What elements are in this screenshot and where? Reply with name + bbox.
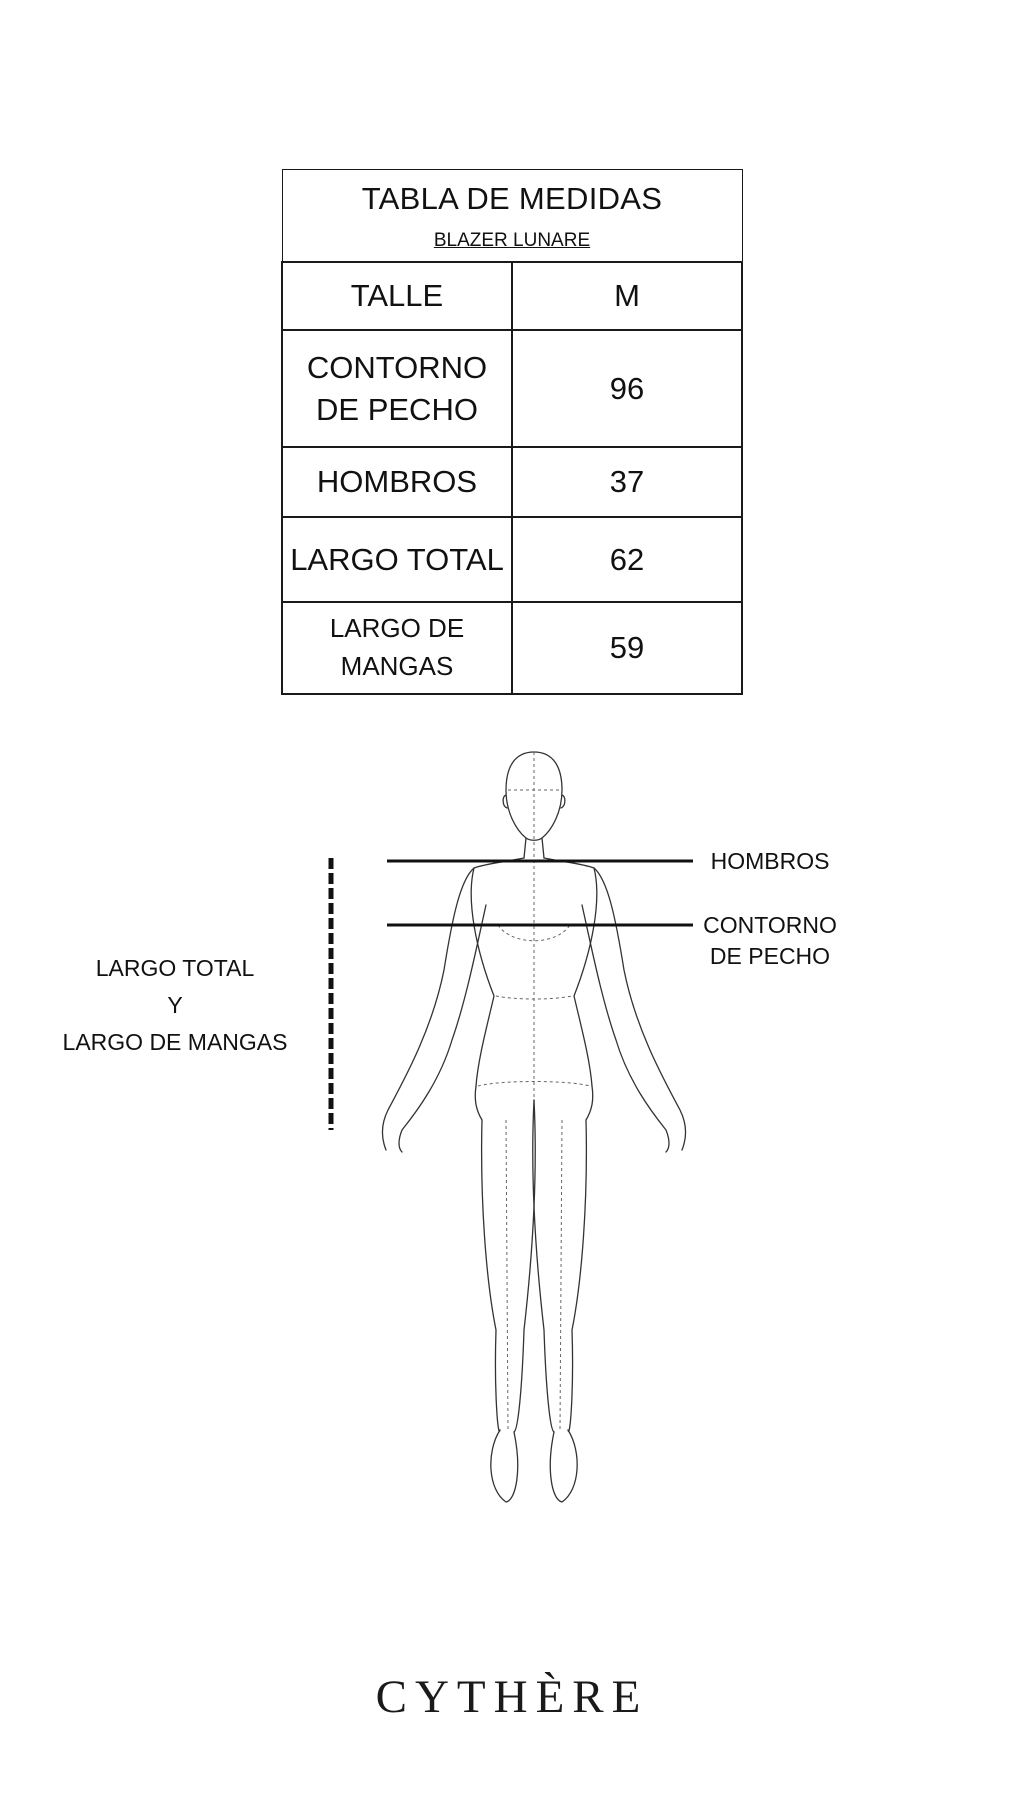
row-value-cell: 62: [512, 517, 742, 602]
shoulder-label-text: HOMBROS: [710, 848, 830, 874]
size-chart-table: [281, 169, 743, 695]
table-title: TABLA DE MEDIDAS: [361, 180, 663, 216]
row-value-cell: 59: [512, 602, 742, 694]
table-title-cell: [282, 170, 742, 263]
table-row: [282, 447, 742, 517]
row-label-line: LARGO DE: [329, 613, 465, 644]
figure-foot-right: [550, 1430, 577, 1502]
row-label-cell: [282, 517, 512, 602]
figure-arm-right: [582, 868, 686, 1152]
row-label-line: MANGAS: [340, 651, 454, 681]
figure-foot-left: [491, 1430, 518, 1502]
table-subtitle: BLAZER LUNARE: [433, 229, 591, 251]
header-label-cell: TALLE: [282, 262, 512, 330]
header-value-cell: M: [512, 262, 742, 330]
row-label-cell: [282, 602, 512, 694]
figure-arm-left: [382, 868, 486, 1152]
table-row: [282, 517, 742, 602]
length-label-line: LARGO TOTAL: [95, 955, 255, 981]
table-row: [282, 330, 742, 447]
chest-label-line: DE PECHO: [709, 943, 831, 970]
table-title-row: [282, 170, 742, 263]
chest-label: [690, 910, 850, 972]
row-label-line: HOMBROS: [316, 464, 478, 500]
row-value-cell: 96: [512, 330, 742, 447]
length-label: [35, 950, 315, 1060]
figure-leg-guide-right: [560, 1120, 562, 1430]
row-label-line: LARGO TOTAL: [290, 541, 504, 577]
row-label-line: DE PECHO: [316, 391, 478, 427]
figure-leg-left: [482, 1100, 536, 1432]
row-label-cell: [282, 447, 512, 517]
figure-waist-guide: [496, 996, 572, 999]
figure-leg-guide-left: [506, 1120, 508, 1430]
chest-label-line: CONTORNO: [703, 912, 837, 938]
row-label-cell: [282, 330, 512, 447]
body-figure-diagram: [0, 740, 1024, 1520]
brand-logo: CYTHÈRE: [375, 1671, 649, 1723]
figure-leg-right: [533, 1100, 587, 1432]
length-label-line: Y: [167, 991, 183, 1018]
length-label-line: LARGO DE MANGAS: [62, 1028, 288, 1055]
shoulder-label: [690, 846, 850, 877]
table-row: [282, 602, 742, 694]
row-label-line: CONTORNO: [306, 349, 488, 385]
row-value-cell: 37: [512, 447, 742, 517]
table-header-row: [282, 262, 742, 330]
